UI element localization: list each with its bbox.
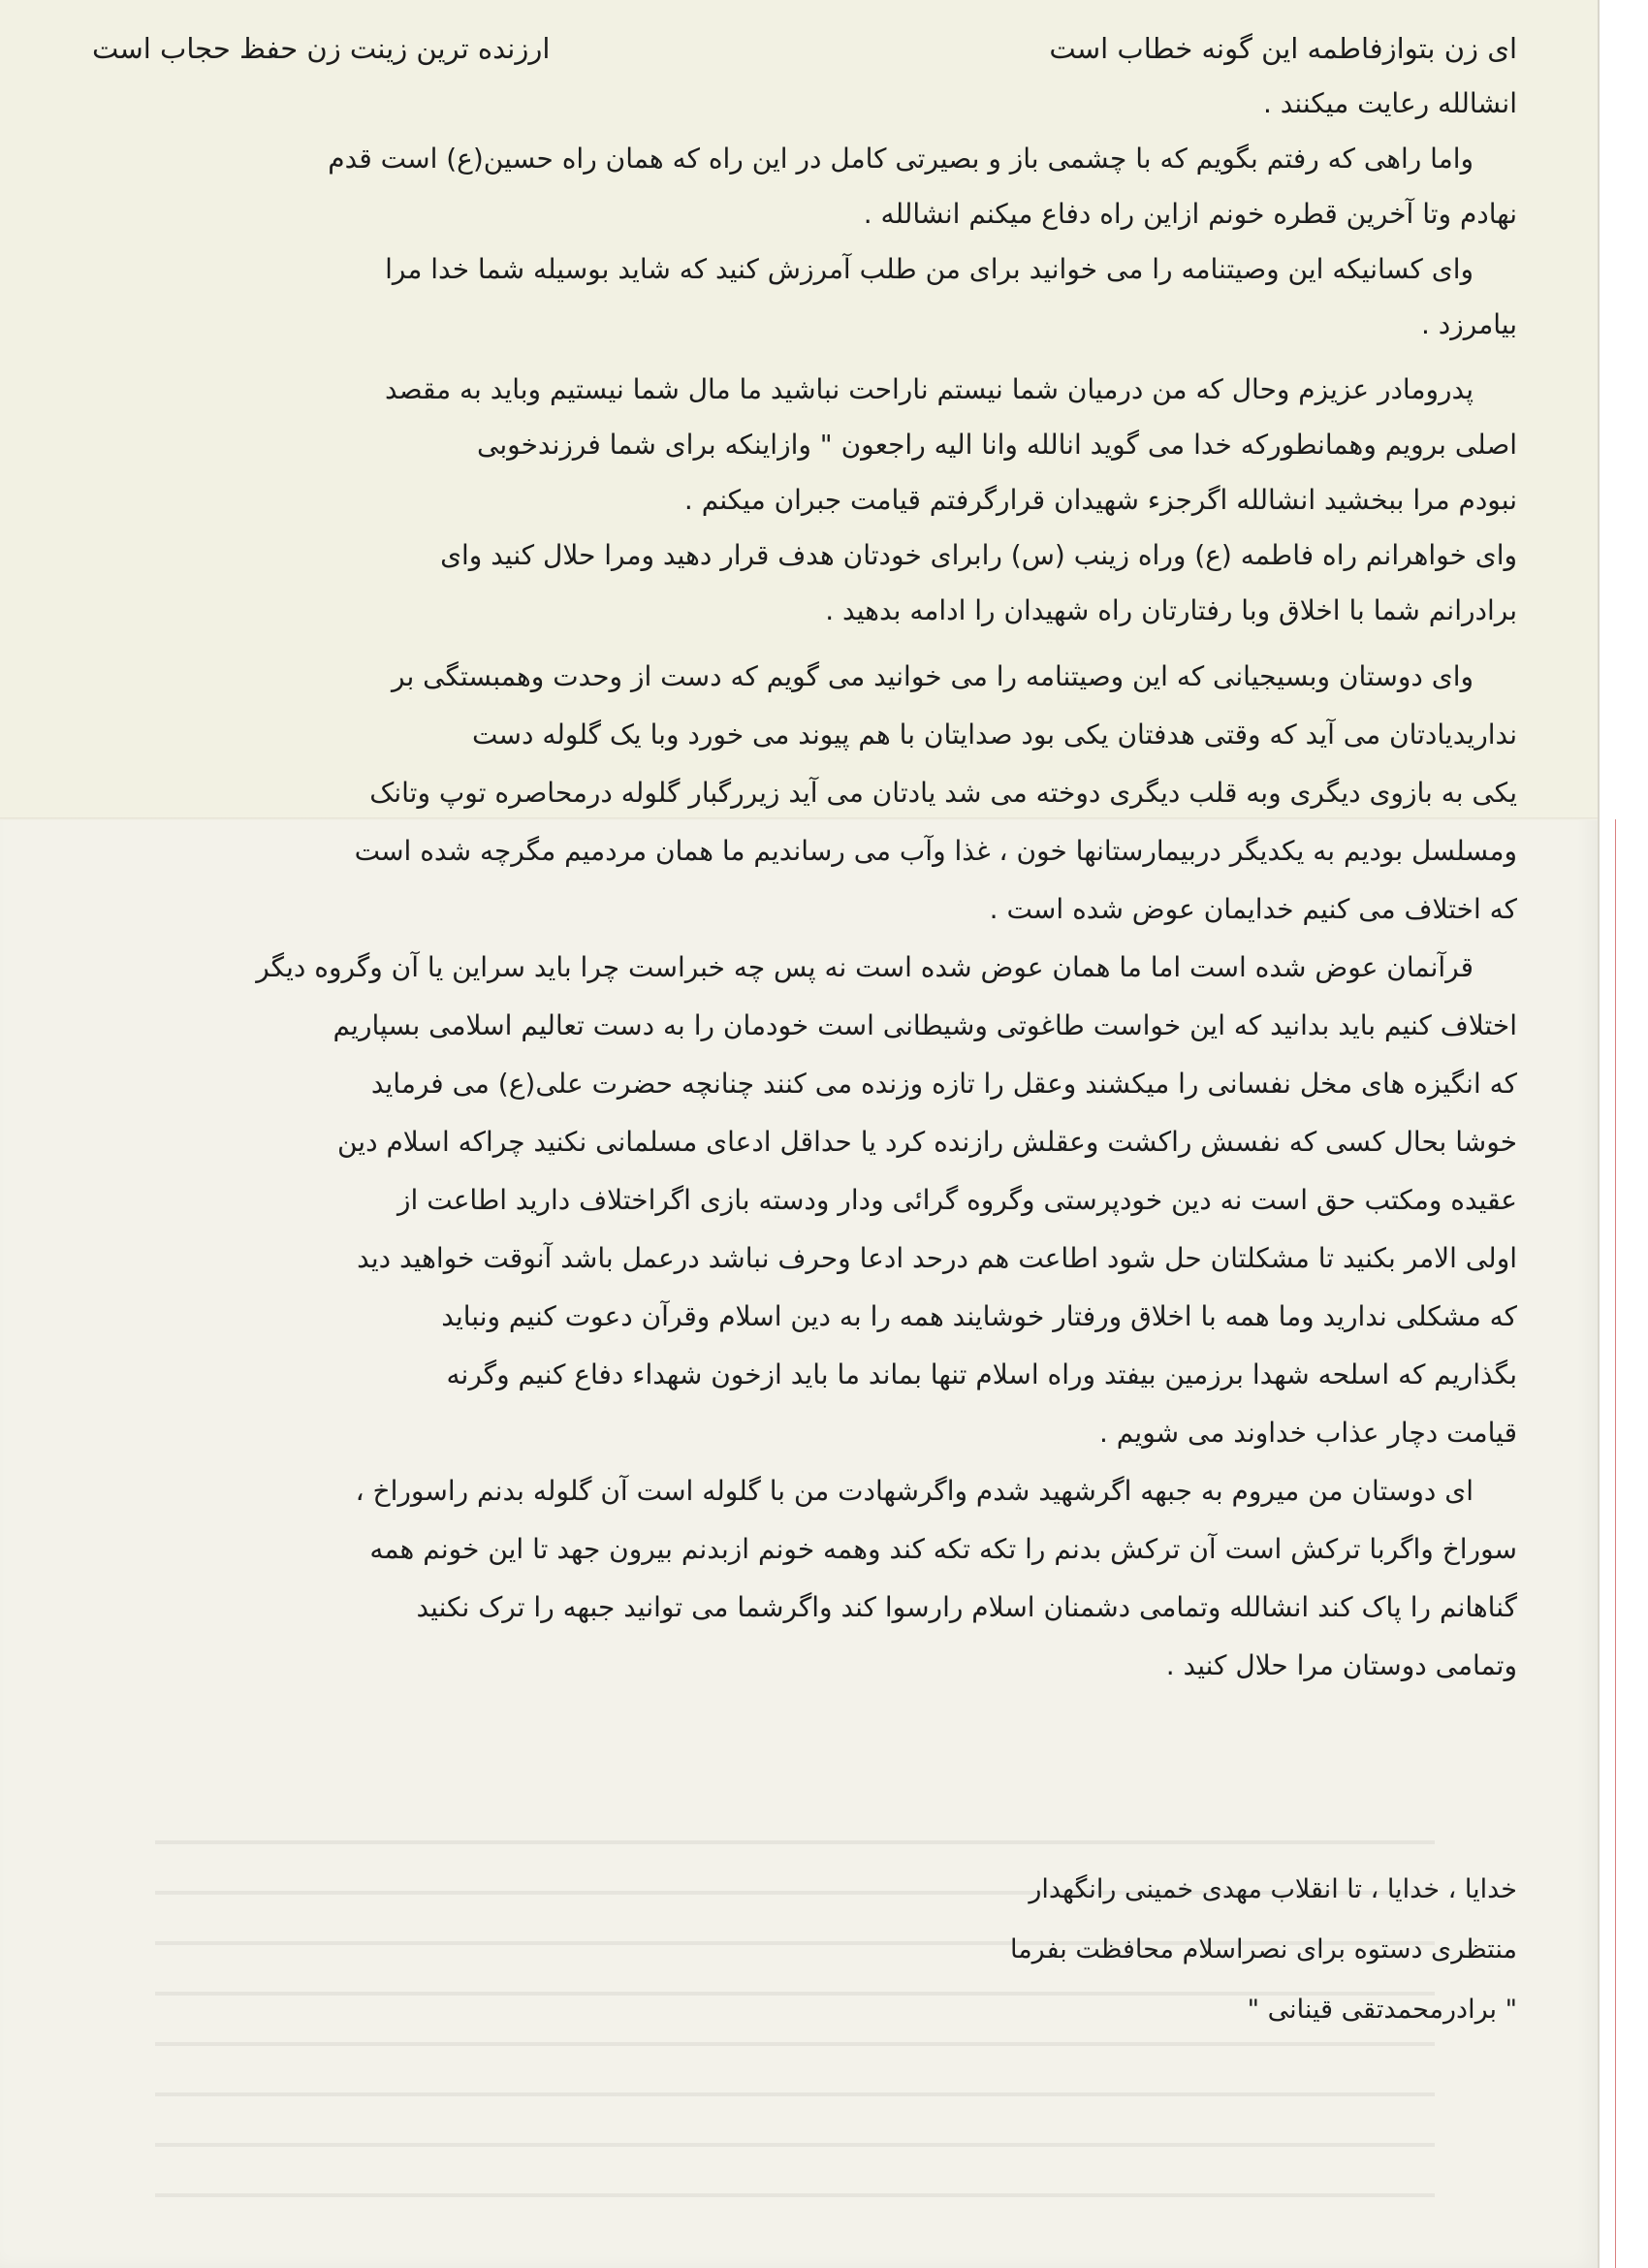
text-line: که اختلاف می کنیم خدایمان عوض شده است .	[989, 893, 1517, 925]
text-line: قیامت دچار عذاب خداوند می شویم .	[1098, 1417, 1517, 1449]
scan-margin	[1600, 0, 1648, 2268]
scan-edge-line	[1615, 819, 1616, 2268]
text-line: وای کسانیکه این وصیتنامه را می خوانید برای من طلب آمرزش کنید که شاید بوسیله شما خدا مرا	[385, 253, 1474, 285]
closing-prayer: منتظری دستوه برای نصراسلام محافظت بفرما	[1009, 1934, 1517, 1965]
text-line: انشالله رعایت میکنند .	[1262, 87, 1517, 119]
header-left: ارزنده ترین زینت زن حفظ حجاب است	[92, 32, 551, 65]
text-line: ای دوستان من میروم به جبهه اگرشهید شدم واگرشهادت من با گلوله است آن گلوله بدنم راسوراخ ،	[355, 1475, 1474, 1507]
text-line: که مشکلی ندارید وما همه با اخلاق ورفتار خوشایند همه را به دین اسلام وقرآن دعوت کنیم ونباید	[441, 1300, 1517, 1332]
text-line: که انگیزه های مخل نفسانی را میکشند وعقل را تازه وزنده می کنند چنانچه حضرت علی(ع) می فرماید	[370, 1068, 1517, 1100]
text-line: نهادم وتا آخرین قطره خونم ازاین راه دفاع میکنم انشالله .	[863, 198, 1517, 230]
text-line: عقیده ومکتب حق است نه دین خودپرستی وگروه گرائی ودار ودسته بازی اگراختلاف دارید اطاعت از	[397, 1184, 1517, 1216]
text-line: اصلی برویم وهمانطورکه خدا می گوید انالله وانا الیه راجعون " وازاینکه برای شما فرزندخوبی	[477, 429, 1517, 461]
text-line: قرآنمان عوض شده است اما ما همان عوض شده است نه پس چه خبراست چرا باید سراین یا آن وگروه دیگر	[256, 951, 1474, 983]
text-line: واما راهی که رفتم بگویم که با چشمی باز و بصیرتی کامل در این راه که همان راه حسین(ع) است قدم	[328, 143, 1474, 175]
text-line: پدرومادر عزیزم وحال که من درمیان شما نیستم ناراحت نباشید ما مال شما نیستیم وباید به مقصد	[385, 373, 1474, 405]
text-line: گناهانم را پاک کند انشالله وتمامی دشمنان اسلام رارسوا کند واگرشما می توانید جبهه را ترک نکنید	[416, 1591, 1517, 1623]
closing-prayer: خدایا ، خدایا ، تا انقلاب مهدی خمینی رانگهدار	[1029, 1874, 1517, 1904]
text-line: وای دوستان وبسیجیانی که این وصیتنامه را می خوانید می گویم که دست از وحدت وهمبستگی بر	[392, 660, 1474, 692]
header-right: ای زن بتوازفاطمه این گونه خطاب است	[1049, 32, 1517, 65]
text-line: نداریدیادتان می آید که وقتی هدفتان یکی بود صدایتان با هم پیوند می خورد وبا یک گلوله دست	[472, 719, 1517, 751]
text-line: بگذاریم که اسلحه شهدا برزمین بیفتد وراه اسلام تنها بماند ما باید ازخون شهداء دفاع کنیم وگرنه	[446, 1358, 1517, 1390]
text-line: بیامرزد .	[1420, 308, 1517, 340]
text-line: نبودم مرا ببخشید انشالله اگرجزء شهیدان قرارگرفتم قیامت جبران میکنم .	[683, 484, 1517, 516]
text-line: وای خواهرانم راه فاطمه (ع) وراه زینب (س) رابرای خودتان هدف قرار دهید ومرا حلال کنید وای	[440, 539, 1517, 571]
text-line: خوشا بحال کسی که نفسش راکشت وعقلش رازنده کرد یا حداقل ادعای مسلمانی نکنید چراکه اسلام دین	[336, 1126, 1517, 1158]
header-verse	[92, 21, 1517, 76]
text-line: برادرانم شما با اخلاق وبا رفتارتان راه شهیدان را ادامه بدهید .	[825, 594, 1517, 626]
text-line: سوراخ واگربا ترکش است آن ترکش بدنم را تکه تکه کند وهمه خونم ازبدنم بیرون جهد تا این خونم همه	[369, 1533, 1517, 1565]
text-line: اختلاف کنیم باید بدانید که این خواست طاغوتی وشیطانی است خودمان را به دست تعالیم اسلامی بسپاریم	[333, 1009, 1517, 1041]
text-line: وتمامی دوستان مرا حلال کنید .	[1165, 1649, 1517, 1681]
text-line: یکی به بازوی دیگری وبه قلب دیگری دوخته می شد یادتان می آید زیررگبار گلوله درمحاصره توپ وتانک	[369, 777, 1517, 809]
will-text	[92, 21, 1517, 2040]
author-signature: " برادرمحمدتقی قینانی "	[1247, 1995, 1517, 2025]
text-line: اولی الامر بکنید تا مشکلتان حل شود اطاعت هم درحد ادعا وحرف نباشد درعمل باشد آنوقت خواهید دید	[357, 1242, 1517, 1274]
text-line: ومسلسل بودیم به یکدیگر دربیمارستانها خون ، غذا وآب می رساندیم ما همان مردمیم مگرچه شده است	[354, 835, 1517, 867]
